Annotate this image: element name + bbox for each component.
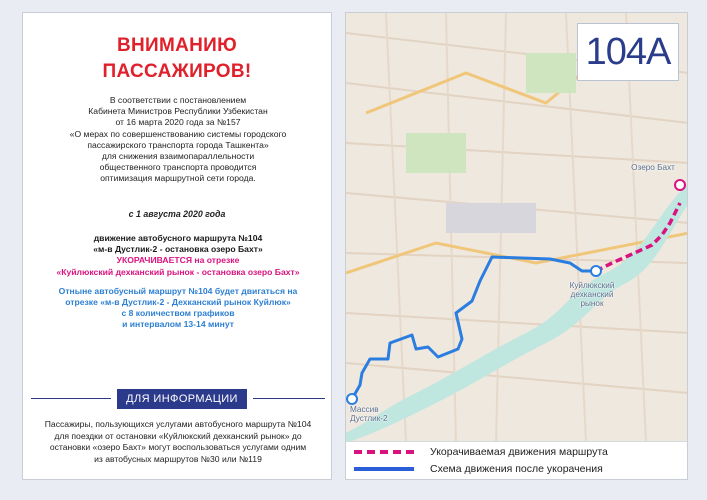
after-line: и интервалом 13-14 минут <box>122 319 234 330</box>
stop-massiv-marker <box>347 394 357 404</box>
after-line: Отныне автобусный маршрут №104 будет двигаться на <box>58 285 298 296</box>
map-park <box>406 133 466 173</box>
map-airfield <box>446 203 536 233</box>
label-market: Куйлюкский дехканский рынок <box>569 281 615 308</box>
footer-text <box>29 419 327 465</box>
notice-title-line1: ВНИМАНИЮ <box>116 35 238 56</box>
after-line: отрезке «м-в Дустлик-2 - Дехканский рынок Куйлюк» <box>65 297 291 308</box>
notice-panel <box>22 12 332 480</box>
intro-line: от 16 марта 2020 года за №157 <box>115 117 241 128</box>
legend-label: Схема движения после укорачения <box>430 463 603 475</box>
footer-line: остановки «озеро Бахт» могут воспользоваться услугами одним <box>49 442 307 453</box>
shortened-rest: на отрезке <box>192 255 240 266</box>
route-change-text <box>29 233 327 331</box>
legend-label: Укорачиваемая движения маршрута <box>430 446 608 458</box>
footer-line: из автобусных маршрутов №30 или №119 <box>94 453 262 464</box>
intro-line: В соответствии с постановлением <box>109 95 247 105</box>
route-line: «м-в Дустлик-2 - остановка озеро Бахт» <box>93 244 263 255</box>
label-massiv: Массив Дустлик-2 <box>350 405 388 423</box>
dashed-line-icon <box>354 450 414 454</box>
map-legend <box>346 441 687 479</box>
segment-line: «Куйлюкский дехканский рынок - остановка озеро Бахт» <box>56 266 300 277</box>
notice-title-line2: ПАССАЖИРОВ! <box>102 61 252 82</box>
after-line: с 8 количеством графиков <box>121 308 235 319</box>
shortened-word: УКОРАЧИВАЕТСЯ <box>116 255 192 266</box>
legend-item-new <box>354 462 603 476</box>
divider <box>253 398 325 399</box>
intro-line: «О мерах по совершенствованию системы городского <box>69 128 287 139</box>
divider <box>31 398 111 399</box>
footer-line: Пассажиры, пользующихся услугами автобусного маршрута №104 <box>44 419 312 429</box>
intro-line: общественного транспорта проводится <box>99 162 257 173</box>
intro-line: пассажирского транспорта города Ташкента» <box>87 139 269 150</box>
legend-item-shortened <box>354 445 608 459</box>
info-header-label: ДЛЯ ИНФОРМАЦИИ <box>117 389 247 409</box>
route-map <box>345 12 688 480</box>
label-lake: Озеро Бахт <box>631 163 675 172</box>
solid-line-icon <box>354 467 414 471</box>
intro-line: Кабинета Министров Республики Узбекистан <box>88 106 268 117</box>
shortened-line <box>29 255 327 266</box>
info-header <box>31 389 325 409</box>
intro-line: для снижения взаимопараллельности <box>101 151 255 162</box>
map-park <box>526 53 576 93</box>
intro-line: оптимизация маршрутной сети города. <box>100 173 256 184</box>
intro-text <box>31 95 325 185</box>
stop-lake-marker <box>675 180 685 190</box>
stop-market-marker <box>591 266 601 276</box>
route-number-badge: 104А <box>577 23 679 81</box>
route-line: движение автобусного маршрута №104 <box>93 233 263 243</box>
footer-line: для поездки от остановки «Куйлюкский дехканский рынок» до <box>54 430 302 441</box>
effective-date: с 1 августа 2020 года <box>128 209 226 219</box>
